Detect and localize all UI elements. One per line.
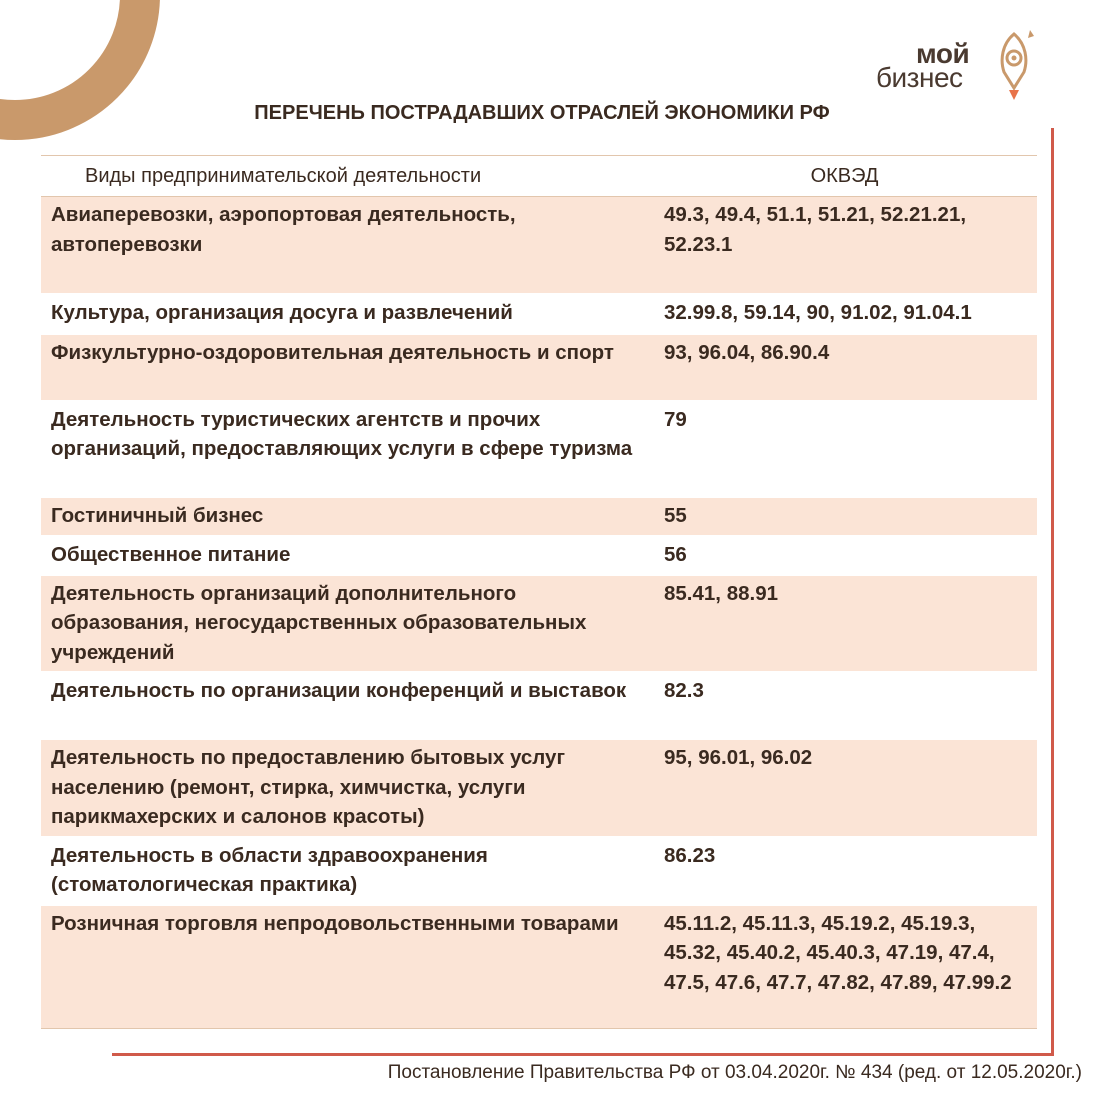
table-row (41, 401, 1037, 497)
table-header-row (41, 156, 1037, 197)
activity-cell: Деятельность по организации конференций и выставок (41, 672, 652, 739)
okved-cell: 93, 96.04, 86.90.4 (652, 334, 1037, 401)
activity-cell: Деятельность по предоставлению бытовых услуг населению (ремонт, стирка, химчистка, услуги парикмахерских и салонов красоты) (41, 739, 652, 837)
activity-cell: Культура, организация досуга и развлечений (41, 294, 652, 334)
okved-table (41, 155, 1037, 1029)
okved-cell: 32.99.8, 59.14, 90, 91.02, 91.04.1 (652, 294, 1037, 334)
activity-cell: Физкультурно-оздоровительная деятельность и спорт (41, 334, 652, 401)
activity-cell: Общественное питание (41, 536, 652, 575)
table-row (41, 497, 1037, 536)
activity-cell: Розничная торговля непродовольственными товарами (41, 905, 652, 1029)
table-row (41, 334, 1037, 401)
table-row (41, 905, 1037, 1029)
okved-cell: 55 (652, 497, 1037, 536)
frame-line-right (1051, 128, 1054, 1056)
frame-line-bottom (112, 1053, 1054, 1056)
logo-text-line1: мой (916, 38, 970, 69)
okved-cell: 95, 96.01, 96.02 (652, 739, 1037, 837)
okved-cell: 49.3, 49.4, 51.1, 51.21, 52.21.21, 52.23.1 (652, 197, 1037, 294)
activity-cell: Деятельность туристических агентств и прочих организаций, предоставляющих услуги в сфере туризма (41, 401, 652, 497)
okved-cell: 85.41, 88.91 (652, 575, 1037, 673)
column-header-okved: ОКВЭД (652, 156, 1037, 197)
source-footnote: Постановление Правительства РФ от 03.04.2020г. № 434 (ред. от 12.05.2020г.) (387, 1062, 1082, 1083)
okved-cell: 82.3 (652, 672, 1037, 739)
table-row (41, 294, 1037, 334)
column-header-activity: Виды предпринимательской деятельности (41, 156, 652, 197)
table-row (41, 536, 1037, 575)
table-row (41, 672, 1037, 739)
okved-cell: 86.23 (652, 837, 1037, 905)
activity-cell: Гостиничный бизнес (41, 497, 652, 536)
okved-cell: 56 (652, 536, 1037, 575)
table-row (41, 837, 1037, 905)
activity-cell: Авиаперевозки, аэропортовая деятельность, автоперевозки (41, 197, 652, 294)
table-row (41, 739, 1037, 837)
page-title: ПЕРЕЧЕНЬ ПОСТРАДАВШИХ ОТРАСЛЕЙ ЭКОНОМИКИ РФ (254, 102, 830, 124)
activity-cell: Деятельность в области здравоохранения (стоматологическая практика) (41, 837, 652, 905)
okved-cell: 79 (652, 401, 1037, 497)
table-row (41, 197, 1037, 294)
moy-biznes-logo (872, 28, 1042, 104)
table-row (41, 575, 1037, 673)
rocket-pin-icon (992, 28, 1036, 104)
logo-text-line2: бизнес (876, 62, 963, 93)
activity-cell: Деятельность организаций дополнительного образования, негосударственных образовательных учреждений (41, 575, 652, 673)
okved-cell: 45.11.2, 45.11.3, 45.19.2, 45.19.3, 45.32, 45.40.2, 45.40.3, 47.19, 47.4, 47.5, 47.6, 47.7, 47.82, 47.89, 47.99.2 (652, 905, 1037, 1029)
